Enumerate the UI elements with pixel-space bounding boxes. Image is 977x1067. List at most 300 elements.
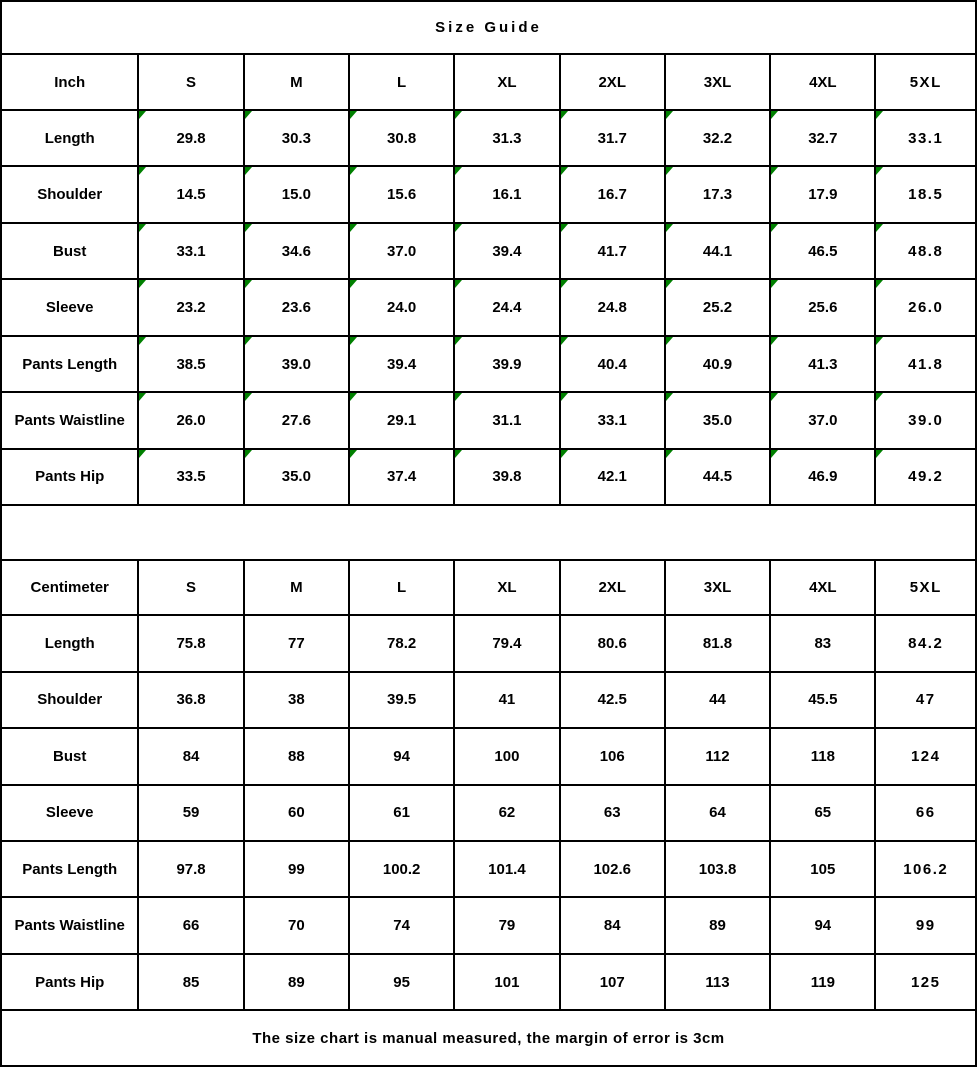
cell-corner-triangle-icon xyxy=(666,167,673,175)
size-header-cell: S xyxy=(138,54,243,109)
measurement-label-cell: Length xyxy=(1,615,138,671)
size-value-cell xyxy=(454,954,559,1011)
unit-header-cell: Centimeter xyxy=(1,560,138,615)
size-value-text: 102.6 xyxy=(593,860,631,878)
size-value-cell xyxy=(349,672,454,728)
size-value-text: 46.5 xyxy=(808,242,838,260)
size-value-text: 94 xyxy=(814,917,832,935)
size-value-text: 31.7 xyxy=(597,129,627,147)
size-value-text: 38 xyxy=(287,691,305,709)
size-value-cell xyxy=(454,166,559,222)
size-value-text: 41.8 xyxy=(908,355,944,373)
cell-corner-triangle-icon xyxy=(771,337,778,345)
cell-corner-triangle-icon xyxy=(455,450,462,458)
size-value-text: 39.0 xyxy=(281,355,311,373)
cell-corner-triangle-icon xyxy=(561,450,568,458)
size-value-cell xyxy=(454,110,559,166)
size-value-cell xyxy=(138,728,243,784)
measurement-label-cell: Sleeve xyxy=(1,785,138,841)
size-value-text: 81.8 xyxy=(702,634,733,652)
size-value-text: 119 xyxy=(810,973,835,991)
size-value-text: 78.2 xyxy=(387,634,417,652)
size-value-text: 40.4 xyxy=(597,355,627,373)
size-value-text: 16.1 xyxy=(492,186,522,204)
cell-corner-triangle-icon xyxy=(876,280,883,288)
size-value-text: 112 xyxy=(705,747,730,765)
cell-corner-triangle-icon xyxy=(876,450,883,458)
size-value-cell xyxy=(560,279,665,335)
cell-corner-triangle-icon xyxy=(245,167,252,175)
cell-corner-triangle-icon xyxy=(455,167,462,175)
size-value-text: 33.1 xyxy=(908,129,944,147)
size-value-cell xyxy=(770,954,875,1011)
size-value-text: 41.3 xyxy=(808,355,838,373)
size-value-cell xyxy=(665,954,770,1011)
footer-row xyxy=(1,1010,976,1066)
cm_table-measurement-row xyxy=(1,615,976,671)
size-value-cell xyxy=(349,279,454,335)
size-value-cell xyxy=(244,223,349,279)
size-value-text: 48.8 xyxy=(908,242,944,260)
size-value-cell xyxy=(244,615,349,671)
size-value-text: 124 xyxy=(910,747,941,765)
size-value-cell xyxy=(349,392,454,448)
size-value-cell xyxy=(138,841,243,897)
size-value-text: 17.3 xyxy=(702,186,733,204)
cell-corner-triangle-icon xyxy=(666,393,673,401)
size-value-text: 33.1 xyxy=(176,242,206,260)
cell-corner-triangle-icon xyxy=(139,167,146,175)
footer-note: The size chart is manual measured, the margin of error is 3cm xyxy=(1,1010,976,1066)
size-value-text: 100.2 xyxy=(382,860,421,878)
size-value-text: 26.0 xyxy=(908,299,944,317)
size-value-text: 79.4 xyxy=(492,634,522,652)
size-value-cell xyxy=(665,336,770,392)
size-value-text: 27.6 xyxy=(281,411,311,429)
size-value-cell xyxy=(244,166,349,222)
size-value-text: 45.5 xyxy=(808,691,838,709)
size-value-cell xyxy=(454,841,559,897)
size-value-cell xyxy=(138,392,243,448)
size-value-cell xyxy=(349,954,454,1011)
cell-corner-triangle-icon xyxy=(455,224,462,232)
size-value-text: 31.1 xyxy=(492,411,522,429)
size-value-cell xyxy=(349,336,454,392)
size-value-text: 37.4 xyxy=(387,468,417,486)
cm_table-header-row xyxy=(1,560,976,615)
size-value-text: 62 xyxy=(498,804,516,822)
cell-corner-triangle-icon xyxy=(245,280,252,288)
size-value-text: 41 xyxy=(498,691,516,709)
size-value-text: 99 xyxy=(915,917,936,935)
cell-corner-triangle-icon xyxy=(771,167,778,175)
size-value-text: 101.4 xyxy=(488,860,526,878)
measurement-label-cell: Length xyxy=(1,110,138,166)
size-value-cell xyxy=(770,449,875,506)
measurement-label-cell: Shoulder xyxy=(1,166,138,222)
size-value-cell xyxy=(138,615,243,671)
size-value-cell xyxy=(875,392,976,448)
size-value-cell xyxy=(875,841,976,897)
size-value-text: 39.5 xyxy=(387,691,417,709)
size-header-cell: XL xyxy=(454,54,559,109)
size-value-text: 74 xyxy=(393,917,410,935)
size-value-text: 44 xyxy=(709,691,726,709)
size-header-cell: L xyxy=(349,54,454,109)
cm_table-measurement-row xyxy=(1,954,976,1011)
size-value-text: 32.7 xyxy=(808,129,838,147)
size-value-text: 44.1 xyxy=(702,242,733,260)
size-value-cell xyxy=(454,615,559,671)
cell-corner-triangle-icon xyxy=(876,337,883,345)
measurement-label-cell: Pants Waistline xyxy=(1,392,138,448)
size-value-text: 14.5 xyxy=(176,186,206,204)
cell-corner-triangle-icon xyxy=(561,224,568,232)
size-value-cell xyxy=(665,279,770,335)
size-value-text: 29.8 xyxy=(176,129,206,147)
centimeter-section xyxy=(1,560,976,1011)
size-value-text: 84 xyxy=(603,917,621,935)
measurement-label-cell: Bust xyxy=(1,728,138,784)
size-value-text: 95 xyxy=(393,973,410,991)
size-value-cell xyxy=(665,841,770,897)
size-value-cell xyxy=(770,336,875,392)
size-value-cell xyxy=(454,785,559,841)
size-header-cell: XL xyxy=(454,560,559,615)
size-value-cell xyxy=(560,897,665,953)
size-value-text: 24.8 xyxy=(597,299,627,317)
size-value-cell xyxy=(875,336,976,392)
cell-corner-triangle-icon xyxy=(350,450,357,458)
cell-corner-triangle-icon xyxy=(455,393,462,401)
size-value-text: 16.7 xyxy=(597,186,627,204)
size-value-text: 42.1 xyxy=(597,468,627,486)
size-value-cell xyxy=(560,166,665,222)
cell-corner-triangle-icon xyxy=(666,280,673,288)
size-value-cell xyxy=(770,223,875,279)
size-value-text: 32.2 xyxy=(702,129,733,147)
inch_table-measurement-row xyxy=(1,336,976,392)
cell-corner-triangle-icon xyxy=(666,224,673,232)
title-section xyxy=(1,1,976,54)
size-value-text: 66 xyxy=(915,804,936,822)
size-value-text: 40.9 xyxy=(702,355,733,373)
size-header-cell: 3XL xyxy=(665,54,770,109)
size-value-text: 79 xyxy=(498,917,516,935)
section-gap xyxy=(1,505,976,559)
size-value-text: 77 xyxy=(287,634,305,652)
inch_table-measurement-row xyxy=(1,110,976,166)
size-value-cell xyxy=(560,110,665,166)
unit-header-cell: Inch xyxy=(1,54,138,109)
size-value-cell xyxy=(349,785,454,841)
size-value-cell xyxy=(138,954,243,1011)
size-value-text: 125 xyxy=(910,973,941,991)
measurement-label-cell: Pants Length xyxy=(1,336,138,392)
cell-corner-triangle-icon xyxy=(350,280,357,288)
size-value-cell xyxy=(138,672,243,728)
size-value-cell xyxy=(138,166,243,222)
size-value-cell xyxy=(244,841,349,897)
size-value-text: 103.8 xyxy=(698,860,737,878)
size-value-text: 37.0 xyxy=(808,411,838,429)
size-value-text: 17.9 xyxy=(808,186,838,204)
cell-corner-triangle-icon xyxy=(350,337,357,345)
cell-corner-triangle-icon xyxy=(139,337,146,345)
size-value-cell xyxy=(665,110,770,166)
size-value-text: 42.5 xyxy=(597,691,627,709)
size-value-text: 49.2 xyxy=(908,468,944,486)
inch_table-measurement-row xyxy=(1,223,976,279)
title-row xyxy=(1,1,976,54)
size-value-cell xyxy=(770,392,875,448)
size-value-text: 70 xyxy=(287,917,305,935)
size-value-cell xyxy=(875,223,976,279)
cm_table-measurement-row xyxy=(1,728,976,784)
size-value-text: 61 xyxy=(393,804,410,822)
cell-corner-triangle-icon xyxy=(455,280,462,288)
size-value-text: 25.6 xyxy=(808,299,838,317)
cm_table-measurement-row xyxy=(1,841,976,897)
size-header-cell: M xyxy=(244,560,349,615)
size-value-text: 30.3 xyxy=(281,129,311,147)
size-value-text: 39.4 xyxy=(387,355,417,373)
inch_table-measurement-row xyxy=(1,392,976,448)
size-value-cell xyxy=(875,897,976,953)
size-value-cell xyxy=(454,279,559,335)
size-value-cell xyxy=(770,897,875,953)
size-value-cell xyxy=(454,223,559,279)
cell-corner-triangle-icon xyxy=(561,111,568,119)
size-value-text: 66 xyxy=(182,917,200,935)
size-value-text: 24.0 xyxy=(387,299,417,317)
size-value-cell xyxy=(665,615,770,671)
size-value-text: 15.6 xyxy=(387,186,417,204)
cell-corner-triangle-icon xyxy=(561,393,568,401)
size-value-cell xyxy=(875,615,976,671)
cell-corner-triangle-icon xyxy=(771,280,778,288)
size-value-cell xyxy=(665,728,770,784)
cell-corner-triangle-icon xyxy=(350,167,357,175)
size-value-cell xyxy=(138,223,243,279)
measurement-label-cell: Pants Length xyxy=(1,841,138,897)
measurement-label-cell: Pants Waistline xyxy=(1,897,138,953)
cell-corner-triangle-icon xyxy=(245,224,252,232)
size-header-cell: M xyxy=(244,54,349,109)
size-value-text: 84 xyxy=(182,747,200,765)
cell-corner-triangle-icon xyxy=(771,224,778,232)
size-value-cell xyxy=(244,336,349,392)
section-gap-row xyxy=(1,505,976,559)
size-value-text: 39.4 xyxy=(492,242,522,260)
size-value-text: 89 xyxy=(287,973,305,991)
size-header-cell: 4XL xyxy=(770,560,875,615)
size-value-cell xyxy=(770,785,875,841)
size-value-text: 94 xyxy=(393,747,410,765)
size-header-cell: 5XL xyxy=(875,560,976,615)
cm_table-measurement-row xyxy=(1,785,976,841)
measurement-label-cell: Pants Hip xyxy=(1,954,138,1011)
size-value-text: 85 xyxy=(182,973,200,991)
size-value-cell xyxy=(560,954,665,1011)
inch_table-measurement-row xyxy=(1,279,976,335)
cell-corner-triangle-icon xyxy=(771,393,778,401)
size-value-cell xyxy=(349,166,454,222)
size-value-cell xyxy=(560,841,665,897)
size-value-cell xyxy=(349,615,454,671)
size-value-cell xyxy=(770,672,875,728)
measurement-label-cell: Shoulder xyxy=(1,672,138,728)
cell-corner-triangle-icon xyxy=(139,393,146,401)
size-value-cell xyxy=(560,336,665,392)
size-value-text: 47 xyxy=(915,691,936,709)
size-value-cell xyxy=(244,785,349,841)
size-value-cell xyxy=(665,392,770,448)
size-value-cell xyxy=(665,672,770,728)
size-header-cell: 4XL xyxy=(770,54,875,109)
size-value-text: 59 xyxy=(182,804,200,822)
size-value-cell xyxy=(244,672,349,728)
size-value-text: 36.8 xyxy=(176,691,206,709)
size-value-text: 35.0 xyxy=(702,411,733,429)
cell-corner-triangle-icon xyxy=(771,111,778,119)
size-value-cell xyxy=(349,110,454,166)
inch_table-measurement-row xyxy=(1,449,976,506)
footer-section xyxy=(1,1010,976,1066)
size-value-text: 75.8 xyxy=(176,634,206,652)
size-value-cell xyxy=(349,449,454,506)
size-value-text: 37.0 xyxy=(387,242,417,260)
cell-corner-triangle-icon xyxy=(876,393,883,401)
size-value-cell xyxy=(770,841,875,897)
size-value-cell xyxy=(138,279,243,335)
cell-corner-triangle-icon xyxy=(666,337,673,345)
inch_table-measurement-row xyxy=(1,166,976,222)
size-value-text: 84.2 xyxy=(908,634,944,652)
size-value-cell xyxy=(560,392,665,448)
cell-corner-triangle-icon xyxy=(350,224,357,232)
size-header-cell: 3XL xyxy=(665,560,770,615)
size-value-text: 34.6 xyxy=(281,242,311,260)
size-value-cell xyxy=(875,279,976,335)
size-value-cell xyxy=(454,672,559,728)
size-value-cell xyxy=(244,279,349,335)
size-value-cell xyxy=(560,672,665,728)
cell-corner-triangle-icon xyxy=(561,280,568,288)
size-value-text: 39.9 xyxy=(492,355,522,373)
cell-corner-triangle-icon xyxy=(876,111,883,119)
size-value-cell xyxy=(454,392,559,448)
size-value-text: 118 xyxy=(810,747,835,765)
size-value-cell xyxy=(665,166,770,222)
size-value-cell xyxy=(138,336,243,392)
cell-corner-triangle-icon xyxy=(561,337,568,345)
size-value-text: 106.2 xyxy=(903,860,949,878)
size-value-text: 18.5 xyxy=(908,186,944,204)
size-value-cell xyxy=(349,897,454,953)
size-value-cell xyxy=(770,615,875,671)
cell-corner-triangle-icon xyxy=(350,111,357,119)
size-value-cell xyxy=(454,728,559,784)
size-value-cell xyxy=(665,897,770,953)
size-value-text: 63 xyxy=(603,804,621,822)
size-value-text: 97.8 xyxy=(176,860,206,878)
size-value-text: 46.9 xyxy=(808,468,838,486)
size-value-text: 65 xyxy=(814,804,832,822)
size-value-cell xyxy=(349,728,454,784)
size-value-text: 101 xyxy=(494,973,520,991)
size-value-cell xyxy=(665,223,770,279)
size-header-cell: 2XL xyxy=(560,560,665,615)
size-value-text: 99 xyxy=(287,860,305,878)
size-value-text: 106 xyxy=(599,747,625,765)
size-value-cell xyxy=(560,728,665,784)
size-value-text: 41.7 xyxy=(597,242,627,260)
cell-corner-triangle-icon xyxy=(666,450,673,458)
size-value-cell xyxy=(770,110,875,166)
size-value-cell xyxy=(244,728,349,784)
size-value-cell xyxy=(665,449,770,506)
size-value-cell xyxy=(454,336,559,392)
size-value-text: 44.5 xyxy=(702,468,733,486)
size-value-text: 33.1 xyxy=(597,411,627,429)
cell-corner-triangle-icon xyxy=(666,111,673,119)
size-value-text: 23.6 xyxy=(281,299,311,317)
inch_table-header-row xyxy=(1,54,976,109)
size-header-cell: 2XL xyxy=(560,54,665,109)
size-value-cell xyxy=(875,449,976,506)
cell-corner-triangle-icon xyxy=(771,450,778,458)
size-value-cell xyxy=(560,615,665,671)
size-value-cell xyxy=(138,785,243,841)
size-value-cell xyxy=(560,223,665,279)
size-value-text: 24.4 xyxy=(492,299,522,317)
cell-corner-triangle-icon xyxy=(245,337,252,345)
size-value-cell xyxy=(138,110,243,166)
size-header-cell: 5XL xyxy=(875,54,976,109)
cell-corner-triangle-icon xyxy=(455,111,462,119)
size-value-cell xyxy=(138,449,243,506)
cell-corner-triangle-icon xyxy=(245,393,252,401)
size-value-text: 89 xyxy=(709,917,726,935)
gap-section xyxy=(1,505,976,559)
size-value-text: 23.2 xyxy=(176,299,206,317)
size-value-text: 35.0 xyxy=(281,468,311,486)
size-value-cell xyxy=(349,223,454,279)
size-value-cell xyxy=(454,449,559,506)
size-value-text: 39.0 xyxy=(908,411,944,429)
size-value-cell xyxy=(244,392,349,448)
size-value-text: 26.0 xyxy=(176,411,206,429)
cm_table-measurement-row xyxy=(1,672,976,728)
size-value-text: 100 xyxy=(494,747,520,765)
size-value-cell xyxy=(770,279,875,335)
size-value-cell xyxy=(349,841,454,897)
size-value-cell xyxy=(560,785,665,841)
size-value-cell xyxy=(875,728,976,784)
size-header-cell: L xyxy=(349,560,454,615)
cm_table-measurement-row xyxy=(1,897,976,953)
measurement-label-cell: Bust xyxy=(1,223,138,279)
size-value-text: 64 xyxy=(709,804,726,822)
size-value-cell xyxy=(665,785,770,841)
size-value-cell xyxy=(875,954,976,1011)
cell-corner-triangle-icon xyxy=(139,280,146,288)
size-value-text: 33.5 xyxy=(176,468,206,486)
size-value-cell xyxy=(244,110,349,166)
size-value-cell xyxy=(454,897,559,953)
size-value-text: 107 xyxy=(599,973,625,991)
